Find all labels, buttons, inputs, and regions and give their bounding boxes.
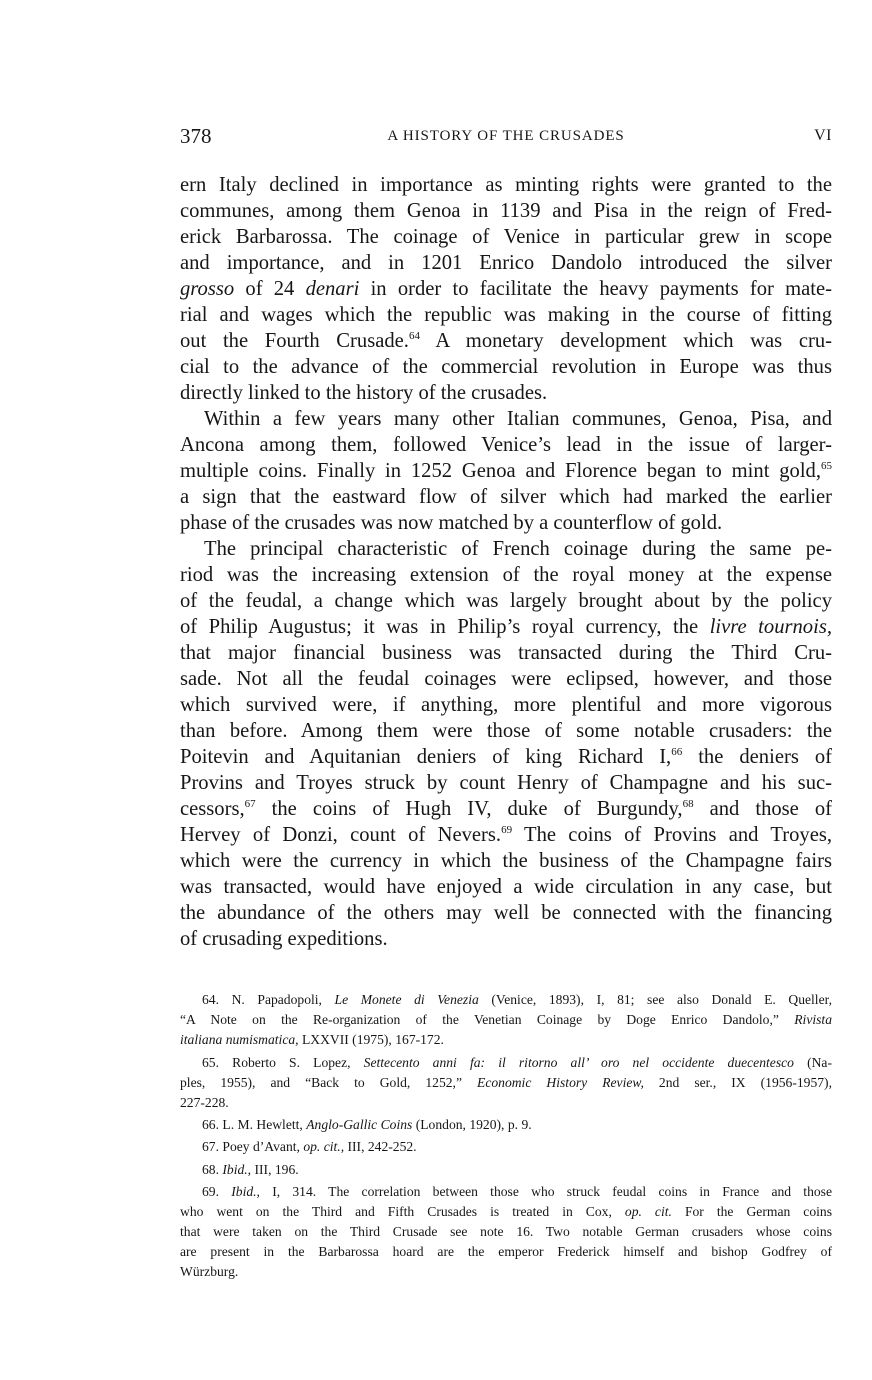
footnote-68 <box>180 1160 832 1180</box>
paragraph-1 <box>180 172 832 406</box>
footnotes <box>180 990 832 1283</box>
text-line: of crusading expeditions. <box>180 928 388 950</box>
text-line: of Philip Augustus; it was in Philip’s royal currency, the livre tournois, <box>180 616 832 638</box>
footnote-line: 66. L. M. Hewlett, Anglo-Gallic Coins (London, 1920), p. 9. <box>202 1117 532 1133</box>
text-line: sade. Not all the feudal coinages were eclipsed, however, and those <box>180 668 832 690</box>
footnote-ref[interactable]: 66 <box>671 746 683 758</box>
footnote-line: Würzburg. <box>180 1264 239 1280</box>
text-line: ern Italy declined in importance as minting rights were granted to the <box>180 174 832 196</box>
text-line: which were the currency in which the business of the Champagne fairs <box>180 850 832 872</box>
footnote-ref[interactable]: 65 <box>821 460 832 472</box>
text-line: The principal characteristic of French coinage during the same pe- <box>204 538 832 560</box>
page-number: 378 <box>180 124 212 148</box>
text-line: Provins and Troyes struck by count Henry of Champagne and his suc- <box>180 772 832 794</box>
footnote-ref[interactable]: 69 <box>501 824 513 836</box>
footnote-line: 69. Ibid., I, 314. The correlation between those who struck feudal coins in France and those <box>202 1183 833 1199</box>
italic-term: livre tournois, <box>709 616 832 638</box>
italic-term: grosso <box>180 278 235 300</box>
text-line: riod was the increasing extension of the royal money at the expense <box>180 564 832 586</box>
footnote-line: “A Note on the Re-organization of the Venetian Coinage by Doge Enrico Dandolo,” Rivista <box>180 1012 832 1028</box>
main-text <box>180 172 832 952</box>
text-line: than before. Among them were those of some notable crusaders: the <box>180 720 832 742</box>
text-line: phase of the crusades was now matched by a counterflow of gold. <box>180 512 723 534</box>
footnote-line: ples, 1955), and “Back to Gold, 1252,” Economic History Review, 2nd ser., IX (1956-1957), <box>180 1074 832 1090</box>
italic-term: denari <box>305 278 360 300</box>
footnote-69 <box>180 1182 832 1283</box>
text-line: that major financial business was transacted during the Third Cru- <box>180 642 832 664</box>
text-line: cessors,$^{67}$ the coins of Hugh IV, duke of Burgundy,$^{68}$ and those of <box>180 798 832 820</box>
text-line: and importance, and in 1201 Enrico Dandolo introduced the silver <box>180 252 832 274</box>
text-line: a sign that the eastward flow of silver which had marked the earlier <box>180 486 832 508</box>
footnote-line: 65. Roberto S. Lopez, Settecento anni fa: il ritorno all’ oro nel occidente duecentesco (Na- <box>202 1054 832 1070</box>
text-line: grosso of 24 denari in order to facilitate the heavy payments for mate- <box>180 278 832 300</box>
text-line: multiple coins. Finally in 1252 Genoa and Florence began to mint gold,$^{65}$ <box>180 460 832 482</box>
text-line: Ancona among them, followed Venice’s lead in the issue of larger- <box>180 434 832 456</box>
paragraph-2 <box>180 406 832 536</box>
text-line: rial and wages which the republic was making in the course of fitting <box>180 304 832 326</box>
footnote-line: italiana numismatica, LXXVII (1975), 167-172. <box>180 1032 444 1048</box>
text-line: directly linked to the history of the crusades. <box>180 382 548 404</box>
text-line: Hervey of Donzi, count of Nevers.$^{69}$ The coins of Provins and Troyes, <box>180 824 833 846</box>
footnote-65 <box>180 1053 832 1114</box>
running-title: A HISTORY OF THE CRUSADES <box>387 128 625 144</box>
text-line: which survived were, if anything, more plentiful and more vigorous <box>180 694 832 716</box>
text-line: the abundance of the others may well be connected with the financing <box>180 902 832 924</box>
footnote-ref[interactable]: 64 <box>408 330 420 342</box>
footnote-67 <box>180 1137 832 1157</box>
footnote-line: 64. N. Papadopoli, Le Monete di Venezia (Venice, 1893), I, 81; see also Donald E. Queller, <box>202 992 832 1007</box>
footnote-66 <box>180 1115 832 1135</box>
section-number: VI <box>814 127 832 144</box>
text-line: of the feudal, a change which was largely brought about by the policy <box>180 590 832 612</box>
footnote-ref[interactable]: 68 <box>682 798 694 810</box>
footnote-64 <box>180 990 832 1051</box>
text-line: cial to the advance of the commercial revolution in Europe was thus <box>180 356 832 378</box>
footnote-line: 67. Poey d’Avant, op. cit., III, 242-252. <box>202 1139 417 1155</box>
text-line: out the Fourth Crusade.$^{64}$ A monetary development which was cru- <box>180 330 832 352</box>
text-line: Poitevin and Aquitanian deniers of king Richard I,$^{66}$ the deniers of <box>180 746 832 768</box>
footnote-ref[interactable]: 67 <box>244 798 256 810</box>
footnote-line: 227-228. <box>180 1094 229 1110</box>
footnote-line: who went on the Third and Fifth Crusades is treated in Cox, op. cit. For the German coins <box>180 1203 832 1219</box>
running-header <box>180 124 832 152</box>
text-line: erick Barbarossa. The coinage of Venice in particular grew in scope <box>180 226 832 248</box>
text-line: communes, among them Genoa in 1139 and Pisa in the reign of Fred- <box>180 200 832 222</box>
text-line: was transacted, would have enjoyed a wide circulation in any case, but <box>180 876 832 898</box>
footnote-line: are present in the Barbarossa hoard are the emperor Frederick himself and bishop Godfrey of <box>180 1244 832 1260</box>
footnote-line: that were taken on the Third Crusade see note 16. Two notable German crusaders whose coins <box>180 1224 832 1240</box>
text-line: Within a few years many other Italian communes, Genoa, Pisa, and <box>204 408 832 430</box>
footnote-line: 68. Ibid., III, 196. <box>202 1161 299 1177</box>
paragraph-3 <box>180 536 832 952</box>
